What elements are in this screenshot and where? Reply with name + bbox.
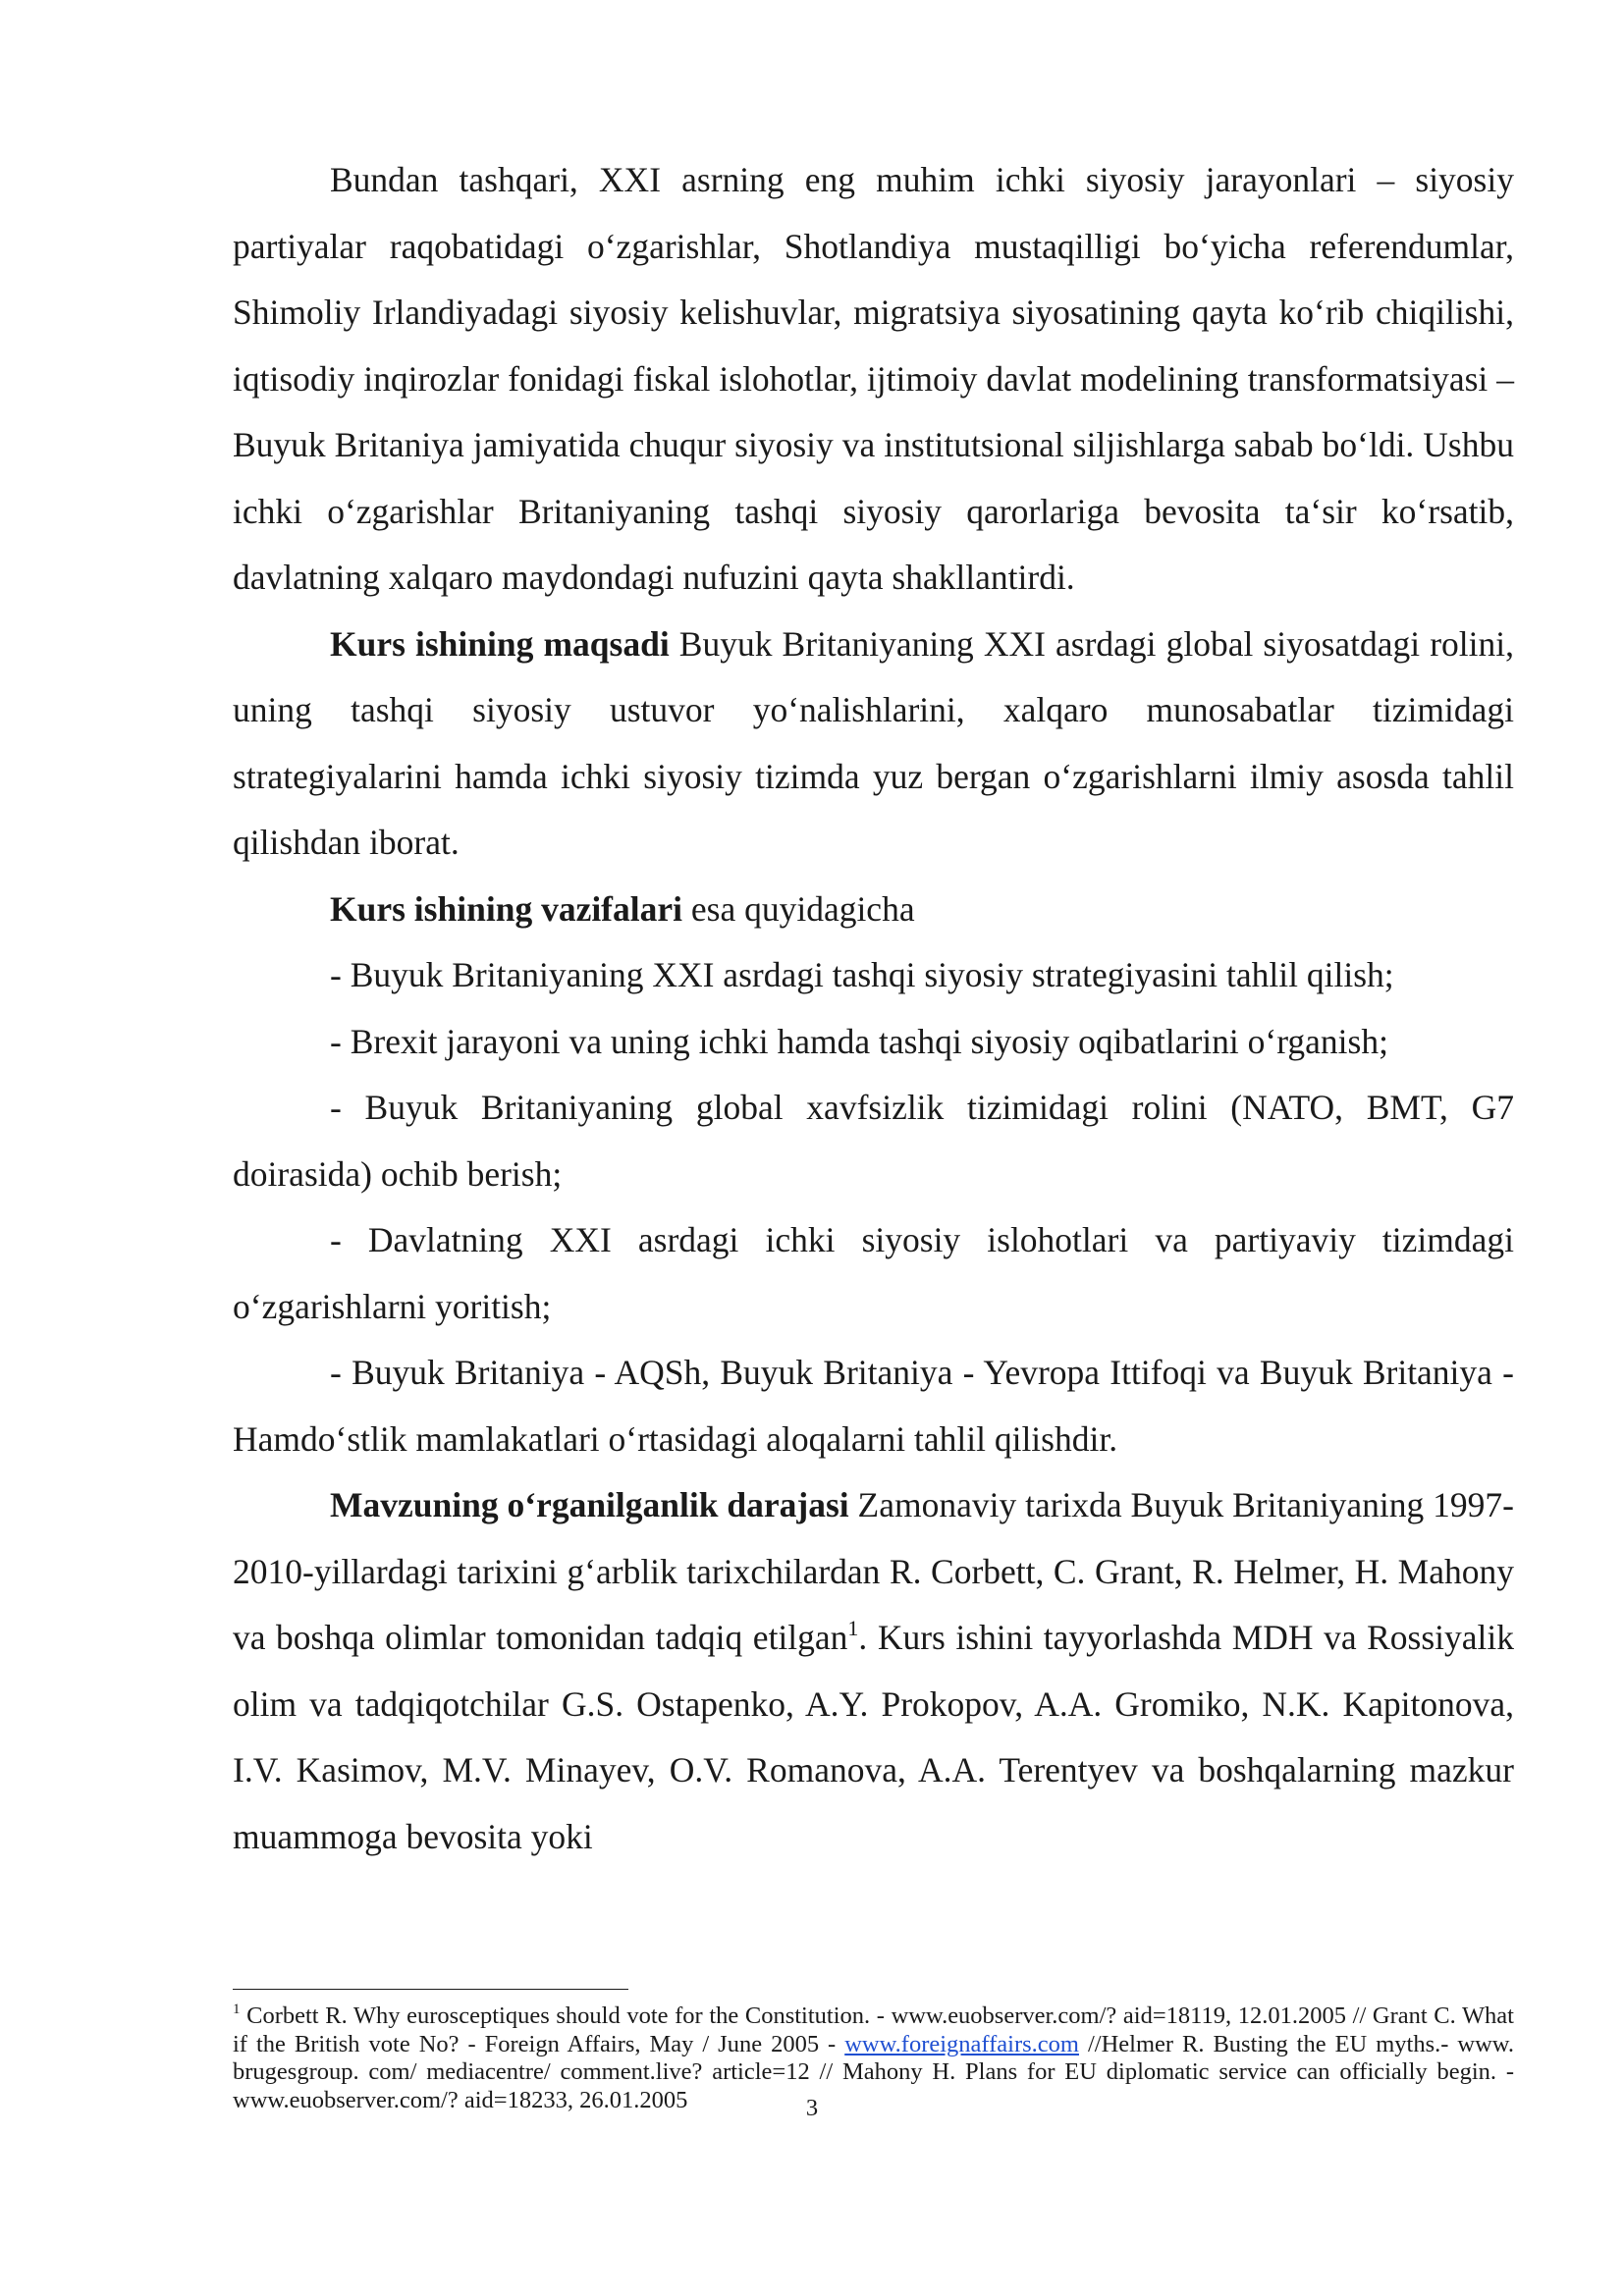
page-number: 3 xyxy=(805,2095,819,2121)
task-item: - Davlatning XXI asrdagi ichki siyosiy islohotlari va partiyaviy tizimdagi o‘zgarishlarni yoritish; xyxy=(233,1220,1514,1326)
course-tasks-intro: esa quyidagicha xyxy=(682,888,915,929)
task-item: - Buyuk Britaniyaning XXI asrdagi tashqi siyosiy strategiyasini tahlil qilish; xyxy=(330,955,1394,994)
paragraph-course-tasks xyxy=(233,877,1514,943)
footnote-reference[interactable]: 1 xyxy=(847,1616,859,1640)
footnote-separator xyxy=(233,1989,628,1990)
footnote-marker: 1 xyxy=(233,2002,241,2017)
task-item: - Brexit jarayoni va uning ichki hamda tashqi siyosiy oqibatlarini o‘rganish; xyxy=(330,1021,1388,1061)
research-level-text-part1: Zamonaviy tarixda Buyuk Britaniyaning 1997-2010-yillardagi tarixini g‘arblik tarixchilardan R. Corbett, C. Grant, R. Helmer, H. Mahony va boshqa olimlar tomonidan tadqiq etilgan xyxy=(233,1485,1514,1657)
footnote-text-after-link: //Helmer R. Busting the EU myths.- www. brugesgroup. com/ mediacentre/ comment.live? article=12 // Mahony H. Plans for EU diplomatic service can officially begin. - www.euobserver.com/? aid=18233, 26.01.2005 xyxy=(233,2030,1514,2113)
research-level-heading: Mavzuning o‘rganilganlik darajasi xyxy=(330,1485,849,1524)
course-goal-text: Buyuk Britaniyaning XXI asrdagi global siyosatdagi rolini, uning tashqi siyosiy ustuvor yo‘nalishlarini, xalqaro munosabatlar tizimidagi strategiyalarini hamda ichki siyosiy tizimda yuz bergan o‘zgarishlarni ilmiy asosda tahlil qilishdan iborat. xyxy=(233,623,1514,862)
task-item: - Buyuk Britaniya - AQSh, Buyuk Britaniya - Yevropa Ittifoqi va Buyuk Britaniya - Hamdo‘stlik mamlakatlari o‘rtasidagi aloqalarni tahlil qilishdir. xyxy=(233,1353,1514,1459)
paragraph-internal-changes: Bundan tashqari, XXI asrning eng muhim ichki siyosiy jarayonlari – siyosiy partiyalar raqobatidagi o‘zgarishlar, Shotlandiya mustaqilligi bo‘yicha referendumlar, Shimoliy Irlandiyadagi siyosiy kelishuvlar, migratsiya siyosatining qayta ko‘rib chiqilishi, iqtisodiy inqirozlar fonidagi fiskal islohotlar, ijtimoiy davlat modelining transformatsiyasi – Buyuk Britaniya jamiyatida chuqur siyosiy va institutsional siljishlarga sabab bo‘ldi. Ushbu ichki o‘zgarishlar Britaniyaning tashqi siyosiy qarorlariga bevosita ta‘sir ko‘rsatib, davlatning xalqaro maydondagi nufuzini qayta shakllantirdi. xyxy=(233,160,1514,597)
research-level-text-part2: . Kurs ishini tayyorlashda MDH va Rossiyalik olim va tadqiqotchilar G.S. Ostapenko, A.Y. Prokopov, A.A. Gromiko, N.K. Kapitonova, I.V. Kasimov, M.V. Minayev, O.V. Romanova, A.A. Terentyev va boshqalarning mazkur muammoga bevosita yoki xyxy=(233,1618,1515,1856)
footnote-text-before-link: Corbett R. Why eurosceptiques should vote for the Constitution. - www.euobserver.com/? aid=18119, 12.01.2005 // Grant C. What if the British vote No? - Foreign Affairs, May / June 2005 - xyxy=(233,2002,1514,2057)
course-goal-heading: Kurs ishining maqsadi xyxy=(330,623,670,664)
course-tasks-heading: Kurs ishining vazifalari xyxy=(330,888,682,929)
paragraph-course-goal xyxy=(233,612,1514,877)
foreignaffairs-link[interactable]: www.foreignaffairs.com xyxy=(844,2030,1079,2057)
paragraph-research-level xyxy=(233,1472,1514,1870)
page-body xyxy=(233,147,1514,1870)
task-item: - Buyuk Britaniyaning global xavfsizlik tizimidagi rolini (NATO, BMT, G7 doirasida) ochib berish; xyxy=(233,1088,1514,1194)
